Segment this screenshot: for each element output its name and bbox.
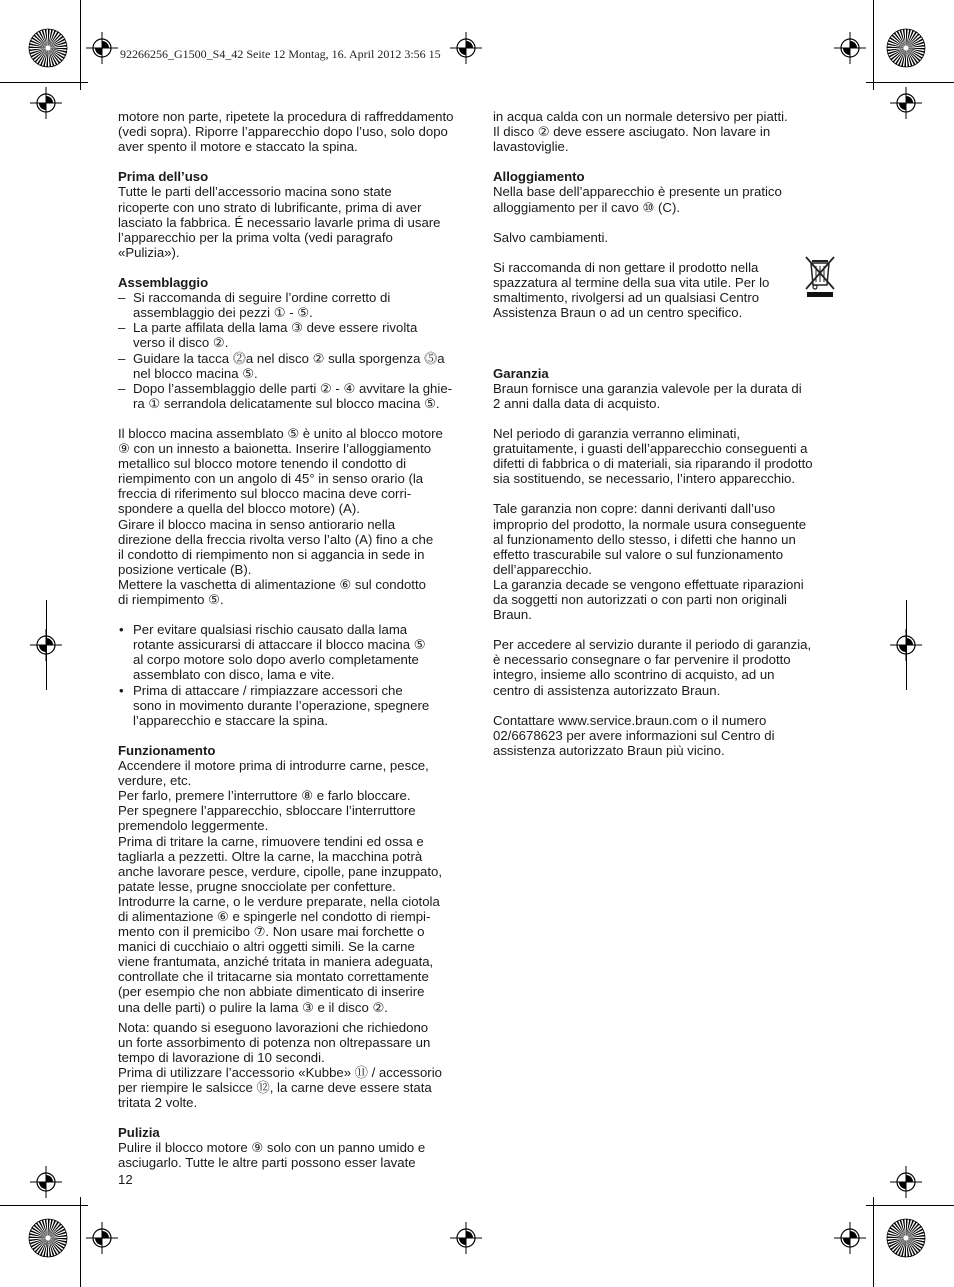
crop-line	[80, 0, 81, 90]
body-paragraph: Pulire il blocco motore ⑨ solo con un panno umido e asciugarlo. Tutte le altre parti possono esser lavate	[118, 1140, 426, 1171]
body-paragraph: Nella base dell’apparecchio è presente un pratico alloggiamento per il cavo ⑩ (C).	[493, 184, 782, 215]
crop-line	[873, 1197, 874, 1287]
disposal-notice	[493, 260, 838, 320]
crop-line	[866, 1205, 954, 1206]
paragraph-gap	[118, 411, 462, 426]
right-column	[493, 109, 838, 758]
star-target-mark	[886, 28, 926, 68]
crop-line	[46, 600, 47, 690]
registration-mark	[30, 87, 62, 119]
paragraph-gap	[493, 335, 838, 350]
crop-line	[80, 1197, 81, 1287]
list-item: – La parte affilata della lama ③ deve essere rivolta verso il disco ②.	[118, 320, 462, 350]
paragraph-gap	[118, 1110, 462, 1125]
paragraph-gap	[493, 698, 838, 713]
dash-list	[118, 290, 462, 411]
section-heading: Prima dell’uso	[118, 169, 209, 185]
body-paragraph: Nel periodo di garanzia verranno eliminati, gratuitamente, i guasti dell’apparecchio conseguenti a difetti di fabbrica o di materiali, sia riparando il prodotto sia sostituendo, se necessario, l’intero apparecchio.	[493, 425, 813, 487]
registration-mark	[834, 32, 866, 64]
paragraph-gap	[118, 154, 462, 169]
registration-mark	[86, 32, 118, 64]
list-item: – Guidare la tacca ⓶a nel disco ② sulla sporgenza ⓹a nel blocco macina ⑤.	[118, 351, 462, 381]
section-heading: Funzionamento	[118, 742, 216, 758]
body-paragraph: Salvo cambiamenti.	[493, 229, 609, 245]
registration-mark	[890, 87, 922, 119]
body-paragraph: Contattare www.service.braun.com o il numero 02/6678623 per avere informazioni sul Centro di assistenza autorizzato Braun più vicino.	[493, 712, 775, 758]
registration-mark	[86, 1222, 118, 1254]
crop-line	[0, 1205, 88, 1206]
star-target-mark	[28, 28, 68, 68]
bullet-list	[118, 622, 462, 728]
paragraph-gap	[118, 607, 462, 622]
body-paragraph: motore non parte, ripetete la procedura di raffreddamento (vedi sopra). Riporre l’apparecchio dopo l’uso, solo dopo aver spento il motore e staccato la spina.	[118, 109, 454, 155]
body-paragraph: Per accedere al servizio durante il periodo di garanzia, è necessario consegnare o far pervenire il prodotto integro, insieme allo scontrino di acquisto, ad un centro di assistenza autorizzato Braun.	[493, 637, 812, 698]
body-paragraph: Accendere il motore prima di introdurre carne, pesce, verdure, etc. Per farlo, premere l’interruttore ⑧ e farlo bloccare. Per spegnere l’apparecchio, sbloccare l’interruttore premendolo leggermente. Prima di tritare la carne, rimuovere tendini ed ossa e tagliarla a pezzetti. Oltre la carne, la macchina potrà anche lavorare pesce, verdure, cipolle, pane inzuppato, patate lesse, prugne snocciolate per confetture. Introdurre la carne, o le verdure preparate, nella ciotola di alimentazione ⑥ e spingerle nel condotto di riempi- mento con il premicibo ⑦. Non usare mai forchette o manici di cucchiaio o altri oggetti simili. Se la carne viene frantumata, anziché tritata in maniera adeguata, controllate che il tritacarne sia montato correttamente (per esempio che non abbiate dimenticato di inserire una delle parti) o pulire la lama ③ e il disco ②.	[118, 758, 443, 1015]
section-heading: Assemblaggio	[118, 275, 209, 291]
registration-mark	[30, 1166, 62, 1198]
body-paragraph: Tale garanzia non copre: danni derivanti dall’uso improprio del prodotto, la normale usura conseguente al funzionamento dello stesso, i difetti che hanno un effetto trascurabile sul valore o sul funzionamento dell’apparecchio. La garanzia decade se vengono effettuate riparazioni da soggetti non autorizzati o con parti non originali Braun.	[493, 501, 807, 623]
paragraph-gap	[118, 728, 462, 743]
crop-line	[873, 0, 874, 90]
list-item: – Dopo l’assemblaggio delle parti ② - ④ avvitare la ghie- ra ① serrandola delicatamente sul blocco macina ⑤.	[118, 381, 462, 411]
print-slug: 92266256_G1500_S4_42 Seite 12 Montag, 16. April 2012 3:56 15	[120, 47, 441, 61]
page-number: 12	[118, 1172, 133, 1187]
registration-mark	[450, 1222, 482, 1254]
paragraph-gap	[493, 154, 838, 169]
paragraph-gap	[493, 245, 838, 260]
section-heading: Alloggiamento	[493, 169, 585, 185]
list-item: – Si raccomanda di seguire l’ordine corretto di assemblaggio dei pezzi ① - ⑤.	[118, 290, 462, 320]
star-target-mark	[28, 1218, 68, 1258]
section-heading: Garanzia	[493, 365, 549, 381]
crop-line	[0, 82, 88, 83]
body-paragraph: in acqua calda con un normale detersivo per piatti. Il disco ② deve essere asciugato. Non lavare in lavastoviglie.	[493, 109, 788, 155]
paragraph-gap	[493, 486, 838, 501]
paragraph-gap	[493, 411, 838, 426]
registration-mark	[834, 1222, 866, 1254]
body-paragraph: Nota: quando si eseguono lavorazioni che richiedono un forte assorbimento di potenza non oltrepassare un tempo di lavorazione di 10 secondi. Prima di utilizzare l’accessorio «Kubbe» ⑪ / accessorio per riempire le salsicce ⑫, la carne deve essere stata tritata 2 volte.	[118, 1019, 442, 1111]
paragraph-gap	[118, 260, 462, 275]
body-paragraph: Braun fornisce una garanzia valevole per la durata di 2 anni dalla data di acquisto.	[493, 380, 802, 411]
crossed-out-wheelie-bin-icon	[803, 254, 837, 298]
crop-line	[906, 600, 907, 690]
left-column	[118, 109, 462, 1171]
body-paragraph: Si raccomanda di non gettare il prodotto nella spazzatura al termine della sua vita utile. Per lo smaltimento, rivolgersi ad un qualsiasi Centro Assistenza Braun o ad un centro specifico.	[493, 259, 770, 321]
registration-mark	[450, 32, 482, 64]
body-paragraph: Tutte le parti dell’accessorio macina sono state ricoperte con uno strato di lubrificante, prima di aver lasciato la fabbrica. É necessario lavarle prima di usare l’apparecchio per la prima volta (vedi paragrafo «Pulizia»).	[118, 184, 441, 260]
paragraph-gap	[493, 320, 838, 335]
registration-mark	[890, 1166, 922, 1198]
list-item: • Prima di attaccare / rimpiazzare accessori che sono in movimento durante l’operazione, spegnere l’apparecchio e staccare la spina.	[118, 683, 462, 728]
section-heading: Pulizia	[118, 1125, 160, 1141]
paragraph-gap	[493, 215, 838, 230]
paragraph-gap	[493, 351, 838, 366]
crop-line	[866, 82, 954, 83]
body-paragraph: Il blocco macina assemblato ⑤ è unito al blocco motore ⑨ con un innesto a baionetta. Inserire l’alloggiamento metallico sul blocco motore tenendo il condotto di riempimento con un angolo di 45° in senso orario (la freccia di riferimento sul blocco macina deve corri- spondere a quella del blocco motore) (A). Girare il blocco macina in senso antiorario nella direzione della freccia rivolta verso l’alto (A) fino a che il condotto di riempimento non si aggancia in sede in posizione verticale (B). Mettere la vaschetta di alimentazione ⑥ sul condotto di riempimento ⑤.	[118, 425, 443, 607]
star-target-mark	[886, 1218, 926, 1258]
list-item: • Per evitare qualsiasi rischio causato dalla lama rotante assicurarsi di attaccare il blocco macina ⑤ al corpo motore solo dopo averlo completamente assemblato con disco, lama e vite.	[118, 622, 462, 682]
paragraph-gap	[493, 622, 838, 637]
